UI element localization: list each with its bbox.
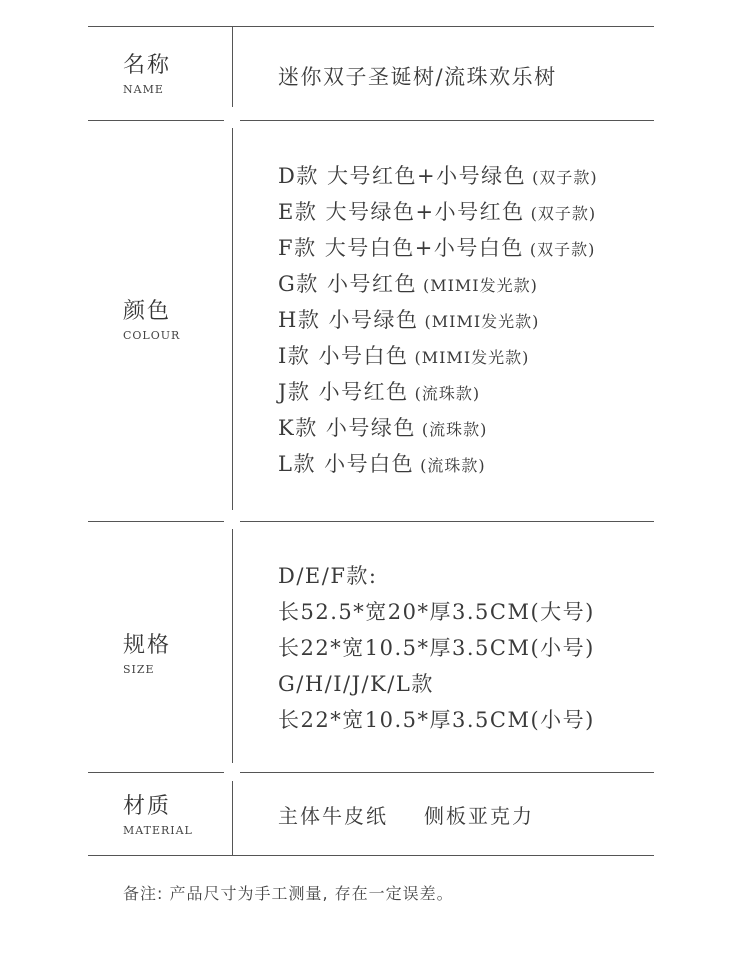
name-label [123, 55, 171, 95]
material-label-zh: 材质 [123, 794, 172, 819]
divider-size-left [88, 772, 224, 773]
colour-option: F款 大号白色+小号白色 (双子款) [278, 236, 596, 260]
divider-name-left [88, 120, 224, 121]
column-divider-size [232, 529, 233, 763]
divider-colour-right [240, 521, 654, 522]
size-list [278, 558, 595, 738]
top-divider [88, 26, 654, 27]
colour-option: E款 大号绿色+小号红色 (双子款) [278, 200, 597, 224]
colour-option: H款 小号绿色 (MIMI发光款) [278, 308, 540, 332]
footnote: 备注: 产品尺寸为手工测量, 存在一定误差。 [123, 884, 454, 903]
column-divider-colour [232, 128, 233, 510]
colour-option: D款 大号红色+小号绿色 (双子款) [278, 164, 598, 188]
divider-colour-left [88, 521, 224, 522]
bottom-divider [88, 855, 654, 856]
size-label-zh: 规格 [123, 633, 172, 658]
size-label [123, 635, 171, 675]
name-label-en: NAME [123, 83, 164, 96]
divider-size-right [240, 772, 654, 773]
material-label-en: MATERIAL [123, 824, 193, 837]
name-label-zh: 名称 [123, 53, 172, 78]
size-line: 长22*宽10.5*厚3.5CM(小号) [278, 708, 595, 732]
material-values [278, 800, 534, 829]
colour-label-en: COLOUR [123, 329, 181, 342]
colour-option: L款 小号白色 (流珠款) [278, 452, 486, 476]
colour-label-zh: 颜色 [123, 299, 172, 324]
column-divider-name [232, 27, 233, 107]
divider-name-right [240, 120, 654, 121]
size-line: 长22*宽10.5*厚3.5CM(小号) [278, 636, 595, 660]
colour-option: K款 小号绿色 (流珠款) [278, 416, 488, 440]
colour-label [123, 301, 180, 341]
material-main: 主体牛皮纸 [278, 804, 388, 828]
product-name: 迷你双子圣诞树/流珠欢乐树 [278, 65, 557, 89]
colour-option: J款 小号红色 (流珠款) [278, 380, 481, 404]
size-line: 长52.5*宽20*厚3.5CM(大号) [278, 600, 595, 624]
material-label [123, 796, 193, 836]
column-divider-material [232, 781, 233, 855]
material-side: 侧板亚克力 [424, 804, 534, 828]
colour-list [278, 158, 598, 482]
size-label-en: SIZE [123, 663, 155, 676]
size-line: D/E/F款: [278, 564, 378, 588]
size-line: G/H/I/J/K/L款 [278, 672, 434, 696]
colour-option: I款 小号白色 (MIMI发光款) [278, 344, 530, 368]
colour-option: G款 小号红色 (MIMI发光款) [278, 272, 538, 296]
